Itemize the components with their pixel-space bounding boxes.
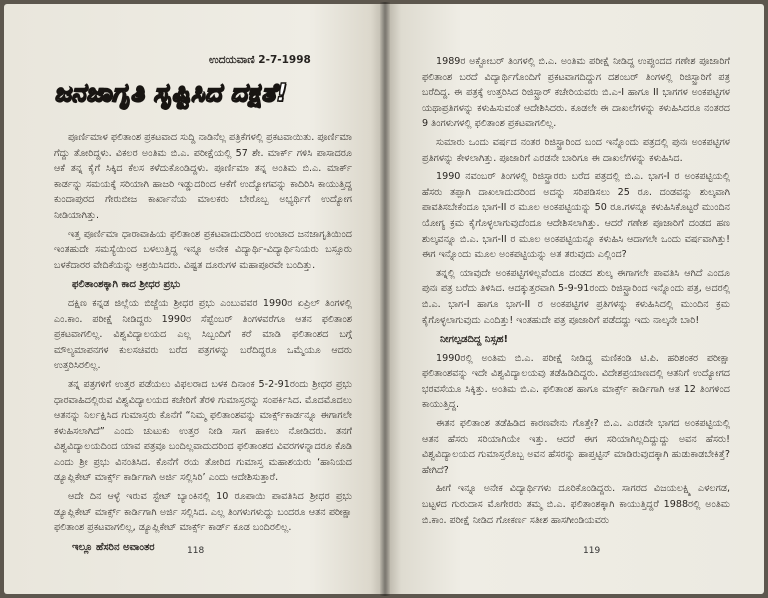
section-heading: ಫಲಿತಾಂಶಕ್ಕಾಗಿ ಕಾದ ಶ್ರೀಧರ ಪ್ರಭು (72, 279, 181, 291)
right-page-body (422, 54, 730, 531)
right-paragraph: 1990ರಲ್ಲಿ ಅಂತಿಮ ಬಿ.ಎ. ಪರೀಕ್ಷೆ ನೀಡಿದ್ದ ಮಣಿಕಂಡಿ ಟಿ.ಪಿ. ಹರಿಶಂಕರ ಪರೀಕ್ಷಾ ಫಲಿತಾಂಶವನ್ನು ಇದೇ ವಿಶ್ವವಿದ್ಯಾಲಯವು ತಡೆಹಿಡಿದಿದ್ದರು. ವಿದೇಶಪ್ರಯಾಣದಲ್ಲಿ ಆತನಿಗೆ ಉದ್ಯೋಗದ ಭರವಸೆಯೂ ಸಿಕ್ಕಿತ್ತು. ಅಂತಿಮ ಬಿ.ಎ. ಫಲಿತಾಂಶ ಹಾಗೂ ಮಾರ್ಕ್ಸ್ ಕಾರ್ಡಿಗಾಗಿ ಆತ 12 ತಿಂಗಳಿಂದ ಕಾಯುತ್ತಿದ್ದ. (422, 352, 731, 411)
right-paragraph: ತನ್ನಲ್ಲಿ ಯಾವುದೇ ಅಂಕಪಟ್ಟಿಗಳಿಲ್ಲವೆಂದೂ ದಂಡದ ಶುಲ್ಕ ಈಗಾಗಲೇ ಪಾವತಿಸಿ ಆಗಿದೆ ಎಂದೂ ಪುನಃ ಪತ್ರ ಬರೆದು ತಿಳಿಸಿದ. ಆದಕ್ಕುತ್ತರವಾಗಿ 5-9-91ರಂದು ರಿಜಿಸ್ಟ್ರಾರಿಂದ ಇನ್ನೊಂದು ಪತ್ರ, ಅದರಲ್ಲಿ ಬಿ.ಎ. ಭಾಗ-I ಹಾಗೂ ಭಾಗ-II ರ ಅಂಕಪಟ್ಟಿಗಳ ಪ್ರತಿಗಳನ್ನು ಕಳುಹಿಸಿದಲ್ಲಿ ಮುಂದಿನ ಕ್ರಮ ಕೈಗೊಳ್ಳಲಾಗುವುದು ಎಂದಿತ್ತು! ಇಂತಹುದೇ ಪತ್ರ ಪೂಜಾರಿಗೆ ಪಡೆದದ್ದು ಇದು ನಾಲ್ಕನೇ ಬಾರಿ! (422, 267, 730, 326)
page-number: 118 (187, 546, 205, 556)
article-headline: ಜನಜಾಗೃತಿ ಸೃಷ್ಟಿಸಿದ ದಕ್ಷತೆ! (54, 78, 288, 107)
left-paragraph: ಇತ್ತ ಪೂರ್ಣಿಮಾ ಧಾರಾವಾಹಿಯ ಫಲಿತಾಂಶ ಪ್ರಕಟವಾದುದರಿಂದ ಉಂಟಾದ ಜನಜಾಗೃತಿಯಿಂದ ಇಂತಹುದೇ ಸಮಸ್ಯೆಯಿಂದ ಬಳಲುತ್ತಿದ್ದ ಇನ್ನೂ ಅನೇಕ ವಿದ್ಯಾರ್ಥಿ-ವಿದ್ಯಾರ್ಥಿನಿಯರು ಬಸ್ಸೂರು ಬಳಕೆದಾರರ ವೇದಿಕೆಯನ್ನು ಆಶ್ರಯಿಸಿದರು. ವಿಷ್ಟತ ದೂರುಗಳ ಮಹಾಪೂರವೇ ಬಂದಿತ್ತು. (54, 228, 352, 271)
right-paragraph: ಹೀಗೆ ಇನ್ನೂ ಅನೇಕ ವಿದ್ಯಾರ್ಥಿಗಳು ದೂರಿಕೊಂಡಿದ್ದರು. ಸಾಗರದ ವಿಜಯಲಕ್ಷ್ಮಿ ಎಳಲಗಡ, ಬಟ್ಟಳದ ಗುರುದಾಸ ಮೊಗೇರರು ತಮ್ಮ ಬಿ.ಎ. ಫಲಿತಾಂಶಕ್ಕಾಗಿ ಕಾಯುತ್ತಿದ್ದರೆ 1988ರಲ್ಲಿ ಅಂತಿಮ ಬಿ.ಕಾಂ. ಪರೀಕ್ಷೆ ನೀಡಿದ ಗೋಕರ್ಣ ಸತೀಶ ಹಾಸಗೀಂಡಿಯವರು (422, 483, 730, 526)
page-number: 119 (583, 546, 601, 556)
section-heading: ಇಲ್ಲೂ ಹೆಸರಿನ ಅವಾಂತರ (72, 541, 155, 553)
right-paragraph: ಸುಮಾರು ಒಂದು ವರ್ಷದ ನಂತರ ರಿಜಿಸ್ಟ್ರಾರಿಂದ ಬಂದ ಇನ್ನೊಂದು ಪತ್ರದಲ್ಲಿ ಪುನಃ ಅಂಕಪಟ್ಟಿಗಳ ಪ್ರತಿಗಳನ್ನು ಕೇಳಲಾಗಿತ್ತು. ಪೂಜಾರಿಗೆ ಎರಡನೇ ಬಾರಿಗೂ ಈ ದಾಖಲೆಗಳನ್ನು ಕಳುಹಿಸಿದ. (422, 136, 730, 164)
newspaper-dateline: ಉದಯವಾಣಿ 2-7-1998 (209, 54, 311, 66)
left-paragraph: ಆದೇ ದಿನ ಆಳ್ಳೆ ಇರುವ ಸ್ಟೇಟ್ ಬ್ಯಾಂಕಿನಲ್ಲಿ 10 ರೂಪಾಯಿ ಪಾವತಿಸಿದ ಶ್ರೀಧರ ಪ್ರಭು ಡ್ಯೂಪ್ಲಿಕೇಟ್ ಮಾರ್ಕ್ಸ್ ಕಾರ್ಡಿಗಾಗಿ ಅರ್ಜಿ ಸಲ್ಲಿಸಿದ. ಎಲ್ಲ ತಿಂಗಳುಗಳುದ್ದು ಬಂದರೂ ಆತನ ಪರೀಕ್ಷಾ ಫಲಿತಾಂಶ ಪ್ರಕಟವಾಗಲಿಲ್ಲ, ಡ್ಯೂಪ್ಲಿಕೇಟ್ ಮಾರ್ಕ್ಸ್ ಕಾರ್ಡ್ ಕೂಡ ಬಂದಿರಲಿಲ್ಲ. (54, 491, 352, 534)
right-paragraph: ಈತನ ಫಲಿತಾಂಶ ತಡೆಹಿಡಿದ ಕಾರಣವೇನು ಗೊತ್ತೇ? ಬಿ.ಎ. ಎರಡನೇ ಭಾಗದ ಅಂಕಪಟ್ಟಿಯಲ್ಲಿ ಆತನ ಹೆಸರು ಸರಿಯಾಗಿಯೇ ಇತ್ತು. ಆದರೆ ಈಗ ಸರಿಯಾಗಿಲ್ಲದಿದ್ದುದ್ದು ಅವನ ಹೆಸರು! ವಿಶ್ವವಿದ್ಯಾಲಯದ ಗುಮಾಸ್ತರೊಬ್ಬ ಅವನ ಹೆಸರನ್ನು ಹಾಪ್ತಟ್ಟಿನ್ ಮಾಡಿರುವುದಕ್ಕಾಗಿ ಹುಡುಕಾಡಬೇಕಿತ್ತೆ? ಹೇಗಿದೆ? (422, 418, 730, 476)
left-paragraph: ದಕ್ಷಿಣ ಕನ್ನಡ ಜಿಲ್ಲೆಯ ಬಿಜ್ಜೆಯ ಶ್ರೀಧರ ಪ್ರಭು ಎಂಬುವವರ 1990ರ ಏಪ್ರಿಲ್ ತಿಂಗಳಲ್ಲಿ ಎಂ.ಕಾಂ. ಪರೀಕ್ಷೆ ನೀಡಿದ್ದರು 1990ರ ಸೆಪ್ಟೆಂಬರ್ ತಿಂಗಳವರೆಗೂ ಆತನ ಫಲಿತಾಂಶ ಪ್ರಕಟವಾಗಲಿಲ್ಲ. ವಿಶ್ವವಿದ್ಯಾಲಯದ ಎಲ್ಲ ಸಿಬ್ಬಂದಿಗೆ ಕರೆ ಮಾಡಿ ಫಲಿತಾಂಶದ ಬಗ್ಗೆ ಮೌಲ್ಯಮಾಪನಗಳ ಕುಲಸಚಿವರು ಬರೆದ ಪತ್ರಗಳನ್ನು ಬರೆದಿದ್ದರೂ ಒಮ್ಮೆಯೂ ಆದರು ಉತ್ತರಿಸಿರಲಿಲ್ಲ. (54, 297, 352, 372)
section-heading: ನೀಗಲ್ಪಡದಿದ್ದ ನಿಸ್ಸಹ! (440, 334, 509, 346)
right-page (386, 4, 764, 594)
left-page-body (54, 130, 352, 558)
right-paragraph: 1989ರ ಅಕ್ಟೋಬರ್ ತಿಂಗಳಲ್ಲಿ ಬಿ.ಎ. ಅಂತಿಮ ಪರೀಕ್ಷೆ ನೀಡಿದ್ದ ಉಪ್ಪುಂದದ ಗಣೇಶ ಪೂಜಾರಿಗೆ ಫಲಿತಾಂಶ ಬರದೆ ವಿದ್ಯಾರ್ಥಿಗೊಂದಿಗೆ ಪ್ರಕಟವಾಗದಿದ್ದುಗ ದಶಂಬರ್ ತಿಂಗಳಲ್ಲಿ ರಿಜಿಸ್ಟ್ರಾರಿಗೆ ಪತ್ರ ಬರೆದಿದ್ದ. ಈ ಪತ್ರಕ್ಕೆ ಉತ್ತರಿಸಿದ ರಿಜಿಸ್ಟ್ರಾರ್ ಕಚೇರಿಯವರು ಬಿ.ಎ-I ಹಾಗೂ II ಭಾಗಗಳ ಅಂಕಪಟ್ಟಿಗಳ ಯಥಾಪ್ರತಿಗಳನ್ನು ಕಳುಹಿಸುವಂತೆ ಆದೇಶಿಸಿದರು. ಕೂಡಲೇ ಈ ದಾಖಲೆಗಳನ್ನು ಕಳುಹಿಸಿದರೂ ನಂತರದ 9 ತಿಂಗಳುಗಳಲ್ಲಿ ಫಲಿತಾಂಶ ಪ್ರಕಟವಾಗಲಿಲ್ಲ. (422, 56, 730, 130)
left-paragraph: ತನ್ನ ಪತ್ರಗಳಿಗೆ ಉತ್ತರ ಪಡೆಯಲು ವಿಫಲರಾದ ಬಳಕ ದಿನಾಂಕ 5-2-91ರಂದು ಶ್ರೀಧರ ಪ್ರಭು ಧಾರವಾಹಿದಲ್ಲಿರುವ ವಿಶ್ವವಿದ್ಯಾಲಯದ ಕಚೇರಿಗೆ ತೆರಳಿ ಗುಮಾಸ್ತರನ್ನು ಸಂಪರ್ಕಿಸಿದ. ಮೊದಮೊದಲು ಆತನನ್ನು ನಿರ್ಲಕ್ಷಿಸಿದ ಗುಮಾಸ್ತರು ಕೊನೆಗೆ “ನಿಮ್ಮ ಫಲಿತಾಂಶವನ್ನು ಮಾರ್ಕ್ಸ್‌ಕಾರ್ಡನ್ನೂ ಈಗಾಗಲೇ ಕಳುಹಿಸಲಾಗಿದೆ” ಎಂದು ಚುಟುಕು ಉತ್ತರ ನೀಡಿ ಸಾಗ ಹಾಕಲು ನೋಡಿದರು. ತನಗೆ ವಿಶ್ವವಿದ್ಯಾಲಯದಿಂದ ಯಾವ ಪತ್ರವೂ ಬಂದಿಲ್ಲವಾದುದರಿಂದ ಫಲಿತಾಂಶದ ವಿವರಗಳನ್ನಾದರೂ ಕೊಡಿ ಎಂದು ಶ್ರೀ ಪ್ರಭು ವಿನಂತಿಸಿದ. ಕೊನೆಗೆ ರಯ ತೋರಿದ ಗುಮಾಸ್ತ ಮಹಾಶಯರು ‘ಹಾನಿಯದ ಡ್ಯೂಪ್ಲಿಕೇಟ್ ಮಾರ್ಕ್ಸ್ ಕಾರ್ಡಿಗಾಗಿ ಅರ್ಜಿ ಸಲ್ಲಿಸಿರಿ’ ಎಂದು ಆದೇಶಿಸುತ್ತಾರೆ. (54, 378, 352, 484)
right-paragraph: 1990 ನವಂಬರ್ ತಿಂಗಳಲ್ಲಿ ರಿಜಿಸ್ಟ್ರಾರರು ಬರೆದ ಪತ್ರದಲ್ಲಿ ಬಿ.ಎ. ಭಾಗ-I ರ ಅಂಕಪಟ್ಟಿಯಲ್ಲಿ ಹೆಸರು ತಪ್ಪಾಗಿ ದಾಖಲಾದುದರಿಂದ ಅದನ್ನು ಸರಿಪಡಿಸಲು 25 ರೂ. ದಂಡವನ್ನು ಶುಲ್ಕವಾಗಿ ಪಾವತಿಸಬೇಕೆಂದೂ ಭಾಗ-II ರ ಮೂಲ ಅಂಕಪಟ್ಟಿಯನ್ನು 50 ರೂ.ಗಳನ್ನೂ ಕಳುಹಿಸಿಕೊಟ್ಟರೆ ಮುಂದಿನ ಯೋಗ್ಯ ಕ್ರಮ ಕೈಗೊಳ್ಳಲಾಗುವುದೆಂದೂ ಆದೇಶಿಸಲಾಗಿತ್ತು. ಆದರೆ ಗಣೇಶ ಪೂಜಾರಿಗೆ ದಂಡದ ಹಣ ಶುಲ್ಕವನ್ನೂ ಬಿ.ಎ. ಭಾಗ-II ರ ಮೂಲ ಅಂಕಪಟ್ಟಿಯನ್ನೂ ಕಳುಹಿಸಿ ಆದಾಗಲೇ ಒಂದು ವರ್ಷವಾಗಿತ್ತು! ಈಗ ಇನ್ನೊಂದು ಮೂಲ ಅಂಕಪಟ್ಟಿಯನ್ನು ಅತ ತರುವುದು ಎಲ್ಲಿಂದ? (422, 171, 730, 261)
left-page (4, 4, 386, 594)
left-paragraph: ಪೂರ್ಣಿಮಾಳ ಫಲಿತಾಂಶ ಪ್ರಕಟವಾದ ಸುದ್ದಿ ನಾಡಿನೆಲ್ಲ ಪತ್ರಿಕೆಗಳಲ್ಲಿ ಪ್ರಕಟವಾಯಿತು. ಪೂರ್ಣಿಮಾ ಗೆದ್ದು ತೋರಿದ್ದಳು. ವಿಕಲರ ಅಂತಿಮ ಬಿ.ಎ. ಪರೀಕ್ಷೆಯಲ್ಲಿ 57 ಶೇ. ಮಾರ್ಕ್ ಗಳಿಸಿ ಪಾಸಾದರೂ ಆಕೆ ತನ್ನ ಕೈಗೆ ಸಿಕ್ಕಿದ ಕೆಲಸ ಕಳೆದುಕೊಂಡಿದ್ದಳು. ಪೂರ್ಣಿಮಾ ತನ್ನ ಅಂತಿಮ ಬಿ.ಎ. ಮಾರ್ಕ್ ಕಾರ್ಡನ್ನು ಸಮಯಕ್ಕೆ ಸರಿಯಾಗಿ ಹಾಜರಿ ಇಡ್ಡುದರಿಂದ ಆಕೆಗೆ ಉದ್ಯೋಗವನ್ನು ಕಾದಿರಿಸಿ ಕಾಯುತ್ತಿದ್ದ ಕುಂದಾಪುರದ ಗೇರುಬೀಜ ಕಾರ್ಖಾನೆಯ ಮಾಲಕರು ಬೇರೊಬ್ಬ ಅಭ್ಯರ್ಥಿಗೆ ಉದ್ಯೋಗ ನೀಡಿಯಾಗಿತ್ತು. (54, 132, 352, 221)
book-gutter (380, 2, 390, 596)
